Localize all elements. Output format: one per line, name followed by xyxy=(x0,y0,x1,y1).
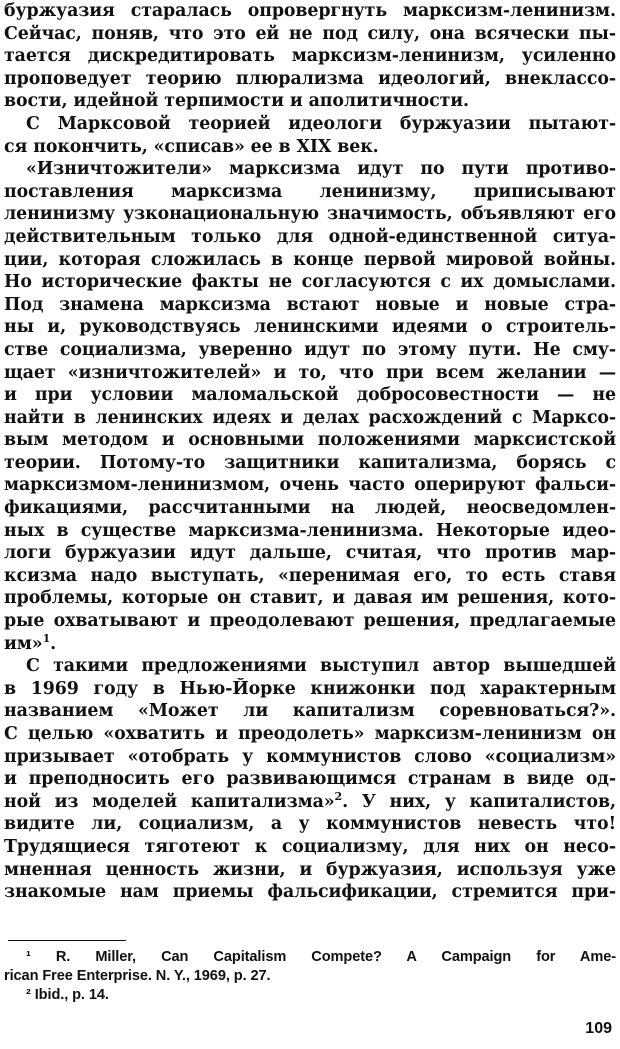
text-line: марксизмом-ленинизмом, очень часто оперируют фальси- xyxy=(4,475,616,496)
text-line: Но исторические факты не согласуются с их домыслами. xyxy=(4,272,616,293)
footnote-ref: 2 xyxy=(334,790,343,803)
text-line: щает «изничтожителей» и то, что при всем желании — xyxy=(4,362,616,383)
text-line: Сейчас, поняв, что это ей не под силу, она всячески пы- xyxy=(4,23,616,44)
text-line: мненная ценность жизни, и буржуазия, используя уже xyxy=(4,859,616,880)
page-number: 109 xyxy=(585,1020,612,1037)
text-line: знакомые нам приемы фальсификации, стремится при- xyxy=(4,882,616,903)
text-line: и преподносить его развивающимся странам в виде од- xyxy=(4,769,616,790)
text-line: проблемы, которые он ставит, и давая им решения, кото- xyxy=(4,588,616,609)
text-line: ных в существе марксизма-ленинизма. Некоторые идео- xyxy=(4,520,616,541)
text-line: и при условии маломальской добросовестности — не xyxy=(4,385,616,406)
footnote-ref: 1 xyxy=(42,632,51,645)
text-line: в 1969 году в Нью-Йорке книжонки под характерным xyxy=(4,678,616,699)
footnotes xyxy=(4,948,616,1005)
text-line: названием «Может ли капитализм соревноваться?». xyxy=(4,701,616,722)
text-line: буржуазия старалась опровергнуть марксизм-ленинизм. xyxy=(4,1,616,21)
text-line: стве социализма, уверенно идут по этому пути. Не сму- xyxy=(4,339,616,360)
text-line: С такими предложениями выступил автор вышедшей xyxy=(26,656,616,677)
text-line: логи буржуазии идут дальше, считая, что против мар- xyxy=(4,543,616,564)
text-line: фикациями, рассчитанными на людей, неосведомлен- xyxy=(4,498,616,519)
text-line: «Изничтожители» марксизма идут по пути противо- xyxy=(26,159,616,180)
text-line: теории. Потому-то защитники капитализма, борясь с xyxy=(4,452,616,473)
text-line: рые охватывают и преодолевают решения, предлагаемые xyxy=(4,611,616,632)
text-line: действительным только для одной-единственной ситуа- xyxy=(4,226,616,247)
text-line: найти в ленинских идеях и делах расхождений с Марксо- xyxy=(4,407,616,428)
text-line: ны и, руководствуясь ленинскими идеями о строитель- xyxy=(4,317,616,338)
text-line: видите ли, социализм, а у коммунистов невесть что! xyxy=(4,814,616,835)
footnote-line: ² Ibid., p. 14. xyxy=(26,987,109,1003)
text-line: вым методом и основными положениями марксистской xyxy=(4,430,616,451)
footnote-divider xyxy=(8,940,126,941)
text-line: вости, идейной терпимости и аполитичности. xyxy=(4,91,469,112)
text-line: ной из моделей капитализма»$^2$. У них, у капиталистов, xyxy=(4,790,616,812)
text-line: ленинизму узконациональную значимость, объявляют его xyxy=(4,204,616,225)
text-line: Под знамена марксизма встают новые и новые стра- xyxy=(4,294,616,315)
text-line: тается дискредитировать марксизм-ленинизм, усиленно xyxy=(4,46,616,67)
footnote-line: ¹ R. Miller, Can Capitalism Compete? A Campaign for Ame- xyxy=(26,949,616,965)
text-line: ции, которая сложилась в конце первой мировой войны. xyxy=(4,249,616,270)
main-text xyxy=(4,0,616,904)
text-line: С Марксовой теорией идеологи буржуазии пытают- xyxy=(26,113,616,134)
text-line: С целью «охватить и преодолеть» марксизм-ленинизм он xyxy=(4,724,616,744)
text-line: призывает «отобрать у коммунистов слово «социализм» xyxy=(4,746,616,767)
text-line: проповедует теорию плюрализма идеологий, внеклассо- xyxy=(4,68,616,89)
footnote-line: rican Free Enterprise. N. Y., 1969, p. 27. xyxy=(4,968,271,984)
text-line: ксизма надо выступать, «перенимая его, то есть ставя xyxy=(4,565,616,586)
text-line: им»$^1$. xyxy=(4,632,57,654)
text-line: ся покончить, «списав» ее в XIX век. xyxy=(4,136,379,157)
text-line: поставления марксизма ленинизму, приписывают xyxy=(4,181,616,202)
text-line: Трудящиеся тяготеют к социализму, для них он несо- xyxy=(4,836,616,857)
